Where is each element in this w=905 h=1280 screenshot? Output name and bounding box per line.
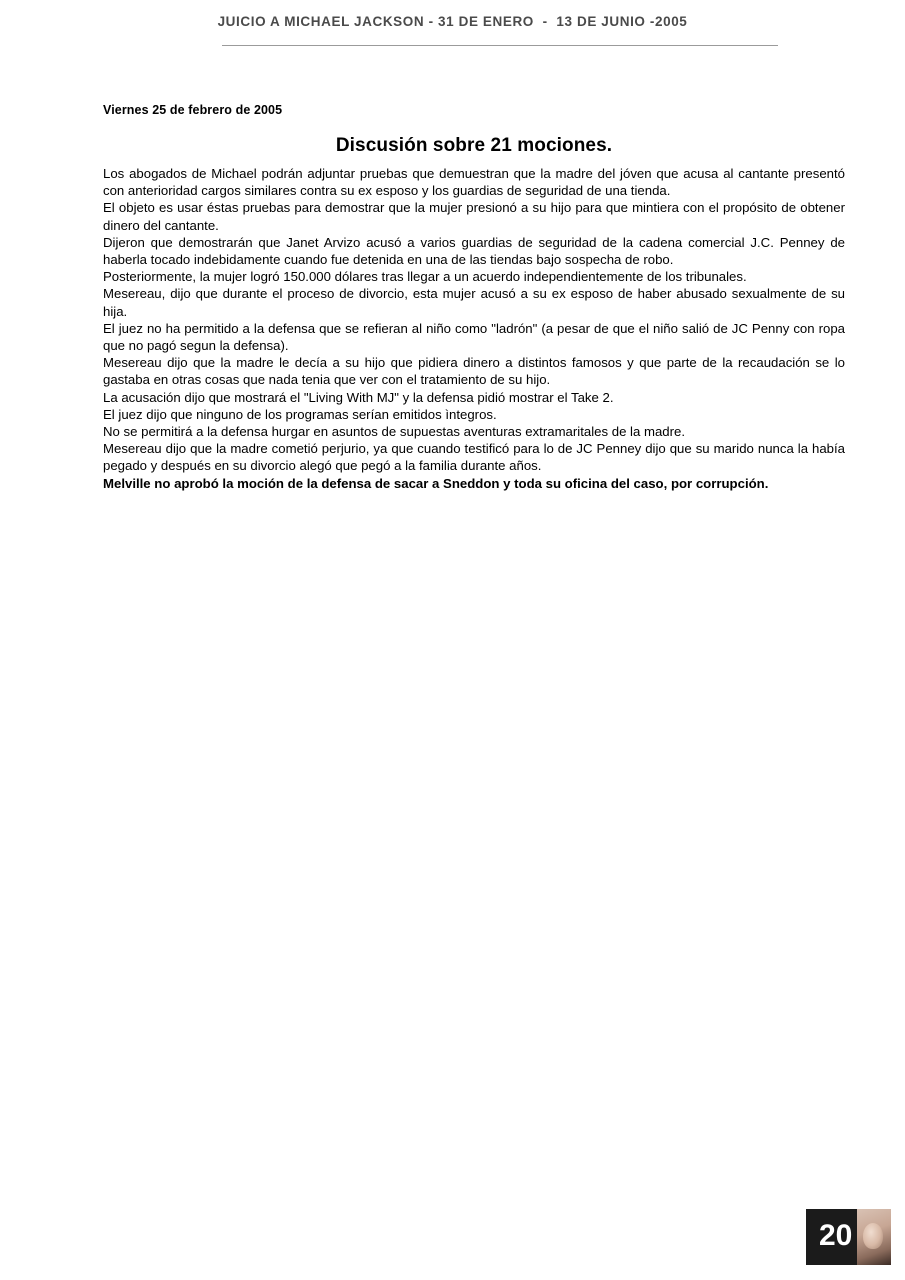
closing-paragraph: Melville no aprobó la moción de la defensa de sacar a Sneddon y toda su oficina del caso, por corrupción.	[103, 475, 769, 491]
document-date: Viernes 25 de febrero de 2005	[103, 103, 283, 117]
portrait-image	[857, 1209, 891, 1265]
header-title: JUICIO A MICHAEL JACKSON - 31 DE ENERO - 13 DE JUNIO -2005	[217, 14, 688, 29]
page-number-badge	[806, 1209, 891, 1265]
paragraph: El juez no ha permitido a la defensa que se refieran al niño como "ladrón" (a pesar de que el niño salió de JC Penny con ropa que no pagó segun la defensa).	[103, 320, 845, 354]
paragraph: Los abogados de Michael podrán adjuntar pruebas que demuestran que la madre del jóven que acusa al cantante presentó con anterioridad cargos similares contra su ex esposo y los guardias de seguridad de una tienda.	[103, 166, 845, 199]
paragraph: El objeto es usar éstas pruebas para demostrar que la mujer presionó a su hijo para que mintiera con el propósito de obtener dinero del cantante.	[103, 200, 845, 233]
document-body	[103, 103, 845, 492]
page-number: 20	[819, 1219, 853, 1252]
header-divider	[222, 45, 778, 46]
paragraph: Dijeron que demostrarán que Janet Arvizo acusó a varios guardias de seguridad de la cadena comercial J.C. Penney de haberla tocado indebidamente cuando fue detenida en una de las tiendas bajo sospecha de robo.	[103, 234, 845, 268]
paragraph: Posteriormente, la mujer logró 150.000 dólares tras llegar a un acuerdo independientemente de los tribunales.	[103, 269, 747, 285]
paragraph: Mesereau, dijo que durante el proceso de divorcio, esta mujer acusó a su ex esposo de haber abusado sexualmente de su hija.	[103, 286, 845, 319]
paragraph: Mesereau dijo que la madre le decía a su hijo que pidiera dinero a distintos famosos y que parte de la recaudación se lo gastaba en otras cosas que nada tenia que ver con el tratamiento de su hijo.	[103, 355, 845, 388]
paragraph: No se permitirá a la defensa hurgar en asuntos de supuestas aventuras extramaritales de la madre.	[103, 424, 686, 440]
paragraph: La acusación dijo que mostrará el "Living With MJ" y la defensa pidió mostrar el Take 2.	[103, 389, 614, 405]
page-title: Discusión sobre 21 mociones.	[335, 135, 613, 156]
paragraph: Mesereau dijo que la madre cometió perjurio, ya que cuando testificó para lo de JC Penney dijo que su marido nunca la había pegado y después en su divorcio alegó que pegó a la familia durante años.	[103, 441, 845, 474]
page-header	[0, 14, 905, 29]
paragraph: El juez dijo que ninguno de los programas serían emitidos ìntegros.	[103, 406, 497, 422]
